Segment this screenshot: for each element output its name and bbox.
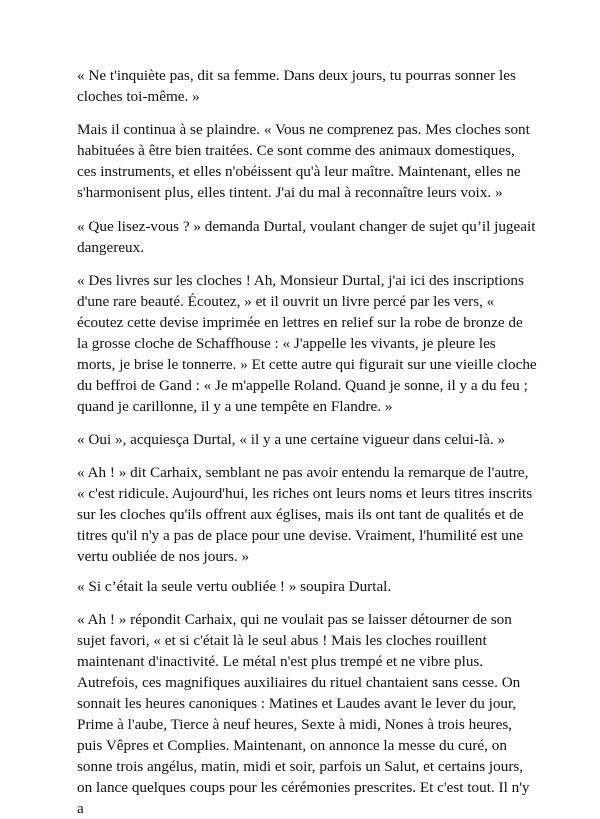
paragraph-2: Mais il continua à se plaindre. « Vous ne comprenez pas. Mes cloches sont habituées à être bien traitées. Ce sont comme des animaux domestiques, ces instruments, et elles n'obéissent qu'à leur maître. Maintenant, elles ne s'harmonisent plus, elles tintent. J'ai du mal à reconnaître leurs voix. » — [77, 121, 530, 201]
paragraph-8: « Ah ! » répondit Carhaix, qui ne voulait pas se laisser détourner de son sujet favori, « et si c'était là le seul abus ! Mais les cloches rouillent maintenant d'inactivité. Le métal n'est plus trempé et ne vibre plus. Autrefois, ces magnifiques auxiliaires du rituel chantaient sans cesse. On sonnait les heures canoniques : Matines et Laudes avant le lever du jour, Prime à l'aube, Tierce à neuf heures, Sexte à midi, Nones à trois heures, puis Vêpres et Complies. Maintenant, on annonce la messe du curé, on sonne trois angélus, matin, midi et soir, parfois un Salut, et certains jours, on lance quelques coups pour les cérémonies prescrites. Et c'est tout. Il n'y a — [77, 611, 530, 817]
paragraph-6: « Ah ! » dit Carhaix, semblant ne pas avoir entendu la remarque de l'autre, « c'est ridicule. Aujourd'hui, les riches ont leurs noms et leurs titres inscrits sur les cloches qu'ils offrent aux églises, mais ils ont tant de qualités et de titres qu'il n'y a pas de place pour une devise. Vraiment, l'humilité est une vertu oubliée de nos jours. » — [77, 464, 533, 565]
paragraph-5: « Oui », acquiesça Durtal, « il y a une certaine vigueur dans celui-là. » — [77, 431, 506, 448]
paragraph-4: « Des livres sur les cloches ! Ah, Monsieur Durtal, j'ai ici des inscriptions d'une rare beauté. Écoutez, » et il ouvrit un livre percé par les vers, « écoutez cette devise imprimée en lettres en relief sur la robe de bronze de la grosse cloche de Schaffhouse : « J'appelle les vivants, je pleure les morts, je brise le tonnerre. » Et cette autre qui figurait sur une vieille cloche du beffroi de Gand : « Je m'appelle Roland. Quand je sonne, il y a du feu ; quand je carillonne, il y a une tempête en Flandre. » — [77, 272, 537, 415]
paragraph-3: « Que lisez-vous ? » demanda Durtal, voulant changer de sujet qu’il jugeait dangereux. — [77, 218, 536, 256]
paragraph-1: « Ne t'inquiète pas, dit sa femme. Dans deux jours, tu pourras sonner les cloches toi-même. » — [77, 67, 516, 105]
paragraph-7: « Si c’était la seule vertu oubliée ! » soupira Durtal. — [77, 578, 392, 595]
